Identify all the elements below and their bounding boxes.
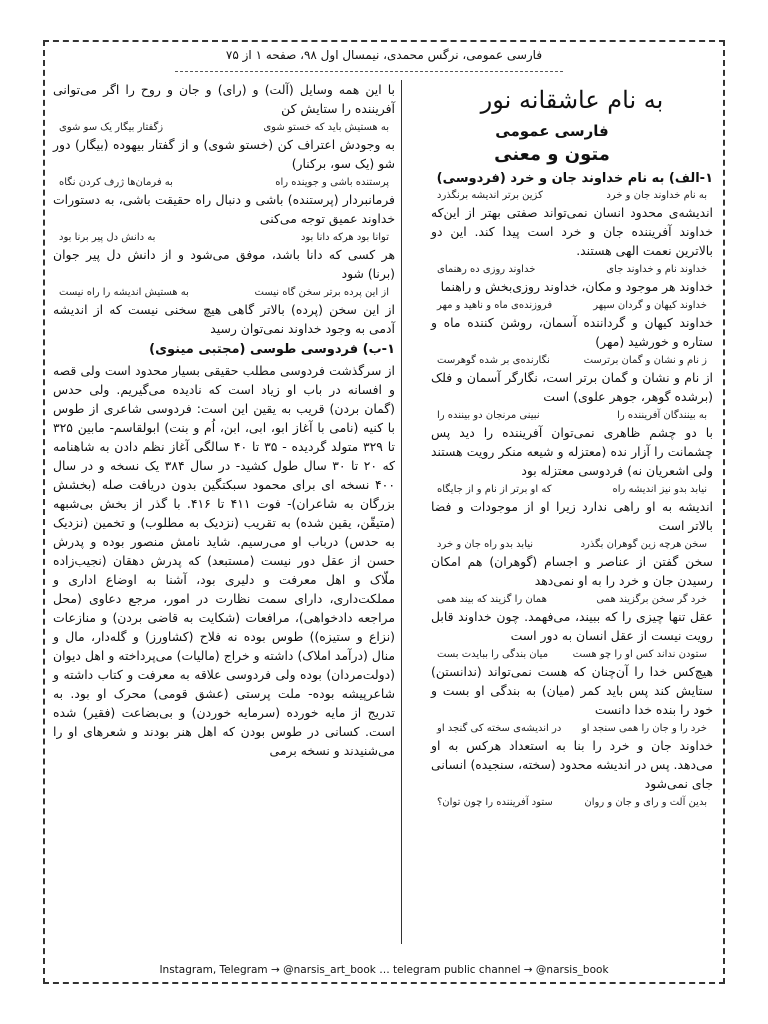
verse-hemistich-first: به نام خداوند جان و خرد — [606, 190, 707, 201]
verse-hemistich-first: نیابد بدو نیز اندیشه راه — [612, 484, 707, 495]
verse-line — [437, 797, 707, 808]
verse-hemistich-first: ستودن نداند کس او را چو هست — [572, 649, 707, 660]
verse-meaning: عقل تنها چیزی را که ببیند، می‌فهمد. چون خداوند قابل رویت نیست از عقل انسان به دور است — [431, 609, 713, 643]
verse-hemistich-second: همان را گزیند که بیند همی — [437, 594, 547, 605]
verse-hemistich-first: سخن هرچه زین گوهران بگذرد — [580, 539, 707, 550]
verse-meaning: به وجودش اعتراف کن (خستو شوی) و از گفتار بیهوده (بیگار) دور شو (یک سو، برکنار) — [53, 137, 395, 171]
verse-hemistich-first: خداوند نام و خداوند جای — [606, 264, 707, 275]
verse-hemistich-second: کزین برتر اندیشه برنگذرد — [437, 190, 543, 201]
left-column — [53, 80, 395, 764]
poem-blocks — [431, 190, 713, 808]
verse-meaning: خداوند هر موجود و مکان، خداوند روزی‌بخش و راهنما — [440, 279, 713, 294]
verse-hemistich-second: ستود آفریننده را چون توان؟ — [437, 797, 553, 808]
verse-line — [59, 122, 389, 133]
page-header: فارسی عمومی، نرگس محمدی، نیمسال اول ۹۸، صفحه ۱ از ۷۵ — [225, 48, 543, 62]
verse-meaning: با این همه وسایل (آلت) و (رای) و جان و روح را اگر می‌توانی آفریننده را ستایش کن — [53, 82, 395, 116]
subsection-heading: ۱-الف) به نام خداوند جان و خرد (فردوسی) — [436, 171, 713, 186]
section-title: متون و معنی — [494, 144, 610, 165]
verse-line — [59, 232, 389, 243]
verse-meaning: از نام و نشان و گمان برتر است، نگارگر آسمان و فلک (برشده گوهر، جوهر علوی) است — [431, 370, 713, 404]
verse-hemistich-first: بدین آلت و رای و جان و روان — [584, 797, 707, 808]
verse-meaning: اندیشه به او راهی ندارد زیرا او از موجودات و فضا بالاتر است — [431, 499, 713, 533]
subsection-heading: ۱-ب) فردوسی طوسی (مجتبی مینوی) — [149, 342, 395, 357]
verse-line — [437, 484, 707, 495]
verse-hemistich-second: که او برتر از نام و از جایگاه — [437, 484, 552, 495]
verse-meaning: با دو چشم ظاهری نمی‌توان آفریننده را دید پس چشمانت را آزار نده (معتزله و شیعه منکر رویت هستند ولی اشعریان نه) فردوسی معتزله بود — [431, 425, 713, 478]
verse-meaning: خداوند کیهان و گرداننده آسمان، روشن کننده ماه و ستاره و خورشید (مهر) — [431, 315, 713, 349]
verse-meaning: هر کسی که دانا باشد، موفق می‌شود و از دانش دل پیر جوان (برنا) شود — [53, 247, 395, 281]
verse-hemistich-second: به هستیش اندیشه را راه نیست — [59, 287, 189, 298]
verse-hemistich-first: به بینندگان آفریننده را — [617, 410, 707, 421]
verse-hemistich-first: پرستنده باشی و جوینده راه — [275, 177, 389, 188]
course-title: فارسی عمومی — [495, 122, 609, 140]
verse-line — [437, 190, 707, 201]
verse-meaning: سخن گفتن از عناصر و اجسام (گوهران) هم امکان رسیدن جان و خرد را به او نمی‌دهد — [431, 554, 713, 588]
verse-line — [59, 287, 389, 298]
column-divider — [401, 80, 402, 944]
verse-hemistich-first: خرد را و جان را همی سنجد او — [581, 723, 707, 734]
verse-hemistich-first: توانا بود هرکه دانا بود — [300, 232, 389, 243]
verse-hemistich-second: در اندیشه‌ی سخته کی گنجد او — [437, 723, 562, 734]
verse-line — [437, 649, 707, 660]
verse-hemistich-second: به دانش دل پیر برنا بود — [59, 232, 156, 243]
verse-hemistich-first: ز نام و نشان و گمان برترست — [583, 355, 707, 366]
verse-hemistich-second: نگارنده‌ی بر شده گوهرست — [437, 355, 550, 366]
verse-hemistich-first: خداوند کیهان و گردان سپهر — [593, 300, 707, 311]
page-frame — [43, 40, 725, 984]
page-title: به نام عاشقانه نور — [480, 86, 664, 114]
page-footer: Instagram, Telegram → @narsis_art_book … telegram public channel → @narsis_book — [159, 964, 609, 976]
verse-meaning: هیچ‌کس خدا را آن‌چنان که هست نمی‌تواند (ندانستن) ستایش کند پس باید کمر (میان) به بندگی او بست و خود را بنده خدا دانست — [431, 664, 713, 717]
verse-hemistich-first: به هستیش باید که خستو شوی — [263, 122, 389, 133]
verse-hemistich-second: میان بندگی را ببایدت بست — [437, 649, 549, 660]
verse-hemistich-second: نیابد بدو راه جان و خرد — [437, 539, 534, 550]
verse-meaning: اندیشه‌ی محدود انسان نمی‌تواند صفتی بهتر از این‌که خداوند آفریننده جان و خرد است پیدا کند. این دو بالاترین نعمت الهی هستند. — [431, 205, 713, 258]
verse-line — [437, 300, 707, 311]
verse-line — [437, 539, 707, 550]
header-divider — [175, 71, 563, 72]
verse-hemistich-first: خرد گر سخن برگزیند همی — [596, 594, 707, 605]
verse-hemistich-second: زگفتار بیگار یک سو شوی — [59, 122, 164, 133]
verse-line — [437, 264, 707, 275]
verse-hemistich-first: از این پرده برتر سخن گاه نیست — [254, 287, 389, 298]
verse-line — [437, 594, 707, 605]
verse-meaning: خداوند جان و خرد را بنا به استعداد هرکس به او می‌دهد. پس در اندیشه محدود (سخته، سنجیده) انسانی جای نمی‌شود — [431, 738, 713, 791]
poem-blocks-continued — [53, 80, 395, 338]
verse-meaning: از این سخن (پرده) بالاتر گاهی هیچ سخنی نیست که از اندیشه آدمی به وجود خداوند نمی‌توان رسید — [53, 302, 395, 336]
right-column — [431, 80, 713, 810]
verse-hemistich-second: به فرمان‌ها ژرف کردن نگاه — [59, 177, 173, 188]
verse-line — [437, 410, 707, 421]
verse-hemistich-second: فروزنده‌ی ماه و ناهید و مهر — [437, 300, 553, 311]
verse-line — [59, 177, 389, 188]
verse-meaning: فرمانبردار (پرستنده) باشی و دنبال راه حقیقت باشی، به دستورات خداوند عمیق توجه می‌کنی — [53, 192, 395, 226]
verse-hemistich-second: نبینی مرنجان دو بیننده را — [437, 410, 540, 421]
essay-text: از سرگذشت فردوسی مطلب حقیقی بسیار محدود است ولی قصه و افسانه در باب او زیاد است که نادیده می‌گیریم. ولی حدس (گمان بردن) قریب به یقین این است: فردوسی شاعری از طوس با کنیه (نامی با آغاز ابو، ابی، ابن، اُم و بنت) ابولقاسم- مابین ۳۲۵ تا ۳۲۹ متولد گردیده - ۳۵ تا ۴۰ سالگی آغاز نظم دادن به شاهنامه که ۲۰ تا ۳۰ سال طول کشید- در سال ۳۸۴ یک نسخه و در سال ۴۰۰ نسخه ای برای محمود سبکتگین بدون دریافت صله (بخشش بزرگان به شاعران)- فوت ۴۱۱ تا ۴۱۶. با گذر از بخش بی‌شبهه (متیقّن، یقین شده) به تقریب (نزدیک به مطلوب) و تخمین (نزدیک به حدس) درباب او می‌رسیم. شاید نامش منصور بوده و پدرش حسن از عقل دور نیست (مستبعد) که پدرش دهقان (نجیب‌زاده ملّاک و اهل معرفت و دلیری بود، آشنا به اوضاع اداری و مملکت‌داری، دارای سمت نظارت در امور، مرجع دعاوی (محل مراجعه دادخواهی)، مرافعات (شکایت به قاضی بردن) و منازعات (نزاع و ستیزه)) طوس بوده نه فلاح (کشاورز) و گله‌دار، مال و منال (درآمد املاک) داشته و خراج (مالیات) می‌پرداخته و اهل دیوان (دولت‌مردان) بوده ولی فردوسی علاقه به معرفت و کتاب داشته و شاعرپیشه بوده- ملت پرستی (عشق قومی) محرک او بود. به تدریج از مایه خورده (سرمایه خوردن) و بی‌بضاعت (فقیر) شده است. کسانی در طوس بودن که اهل هنر بودند و شعرهای او را می‌شنیدند و نسخه برمی‌ — [53, 363, 396, 758]
verse-hemistich-second: خداوند روزی ده رهنمای — [437, 264, 536, 275]
verse-line — [437, 723, 707, 734]
verse-line — [437, 355, 707, 366]
